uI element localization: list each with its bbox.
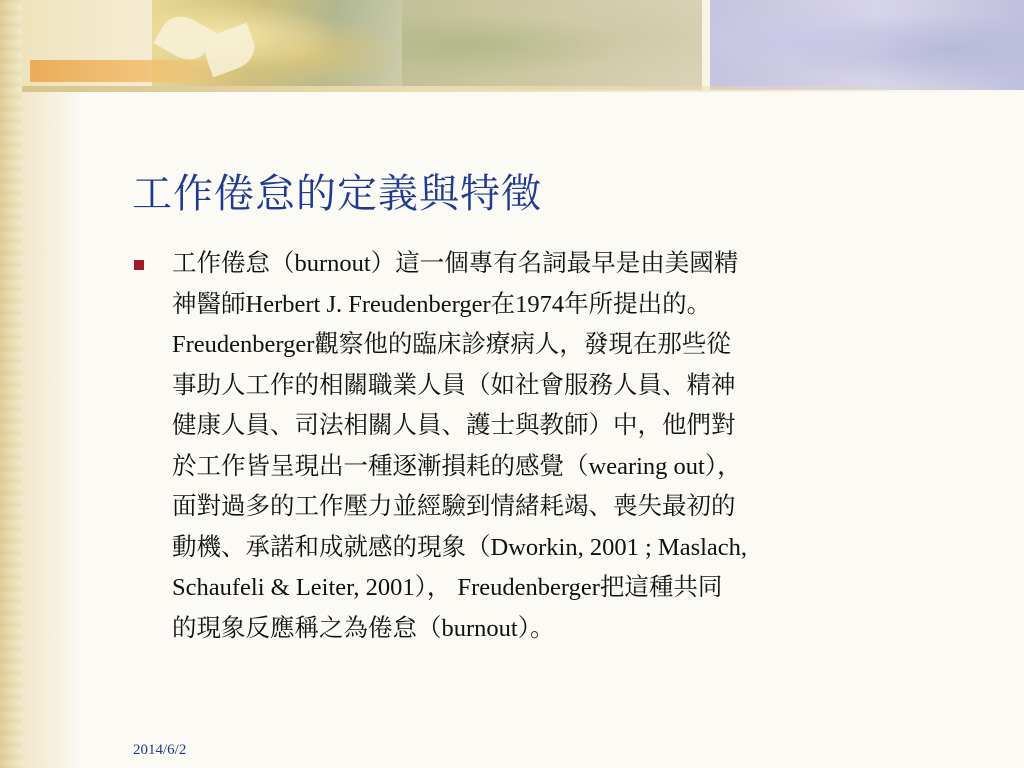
- body-line: 於工作皆呈現出一種逐漸損耗的感覺（wearing out），: [172, 452, 742, 480]
- body-line: 動機、承諾和成就感的現象（Dworkin, 2001 ; Maslach,: [172, 533, 748, 561]
- bullet-marker: [134, 260, 144, 270]
- body-line: Schaufeli & Leiter, 2001）， Freudenberger把這種共同: [172, 574, 723, 601]
- body-line: 健康人員、司法相關人員、護士與教師）中，他們對: [172, 412, 736, 439]
- body-line: Freudenberger觀察他的臨床診療病人，發現在那些從: [172, 331, 731, 358]
- slide-title: 工作倦怠的定義與特徵: [132, 171, 542, 217]
- slide-date: 2014/6/2: [133, 742, 187, 758]
- body-line: 神醫師Herbert J. Freudenberger在1974年所提出的。: [172, 290, 712, 318]
- banner-flowers-image: [710, 0, 1024, 90]
- body-line: 事助人工作的相關職業人員（如社會服務人員、精神: [172, 371, 736, 399]
- body-line: 的現象反應稱之為倦怠（burnout）。: [172, 614, 555, 642]
- left-parchment-strip: [0, 0, 22, 768]
- body-line: 面對過多的工作壓力並經驗到情緒耗竭、喪失最初的: [172, 493, 736, 520]
- body-line: 工作倦怠（burnout）這一個專有名詞最早是由美國精: [172, 250, 739, 277]
- left-fade: [22, 90, 82, 768]
- slide-body: [172, 244, 972, 649]
- banner-foliage-image: [402, 0, 702, 90]
- banner-bottom-edge: [22, 86, 1024, 92]
